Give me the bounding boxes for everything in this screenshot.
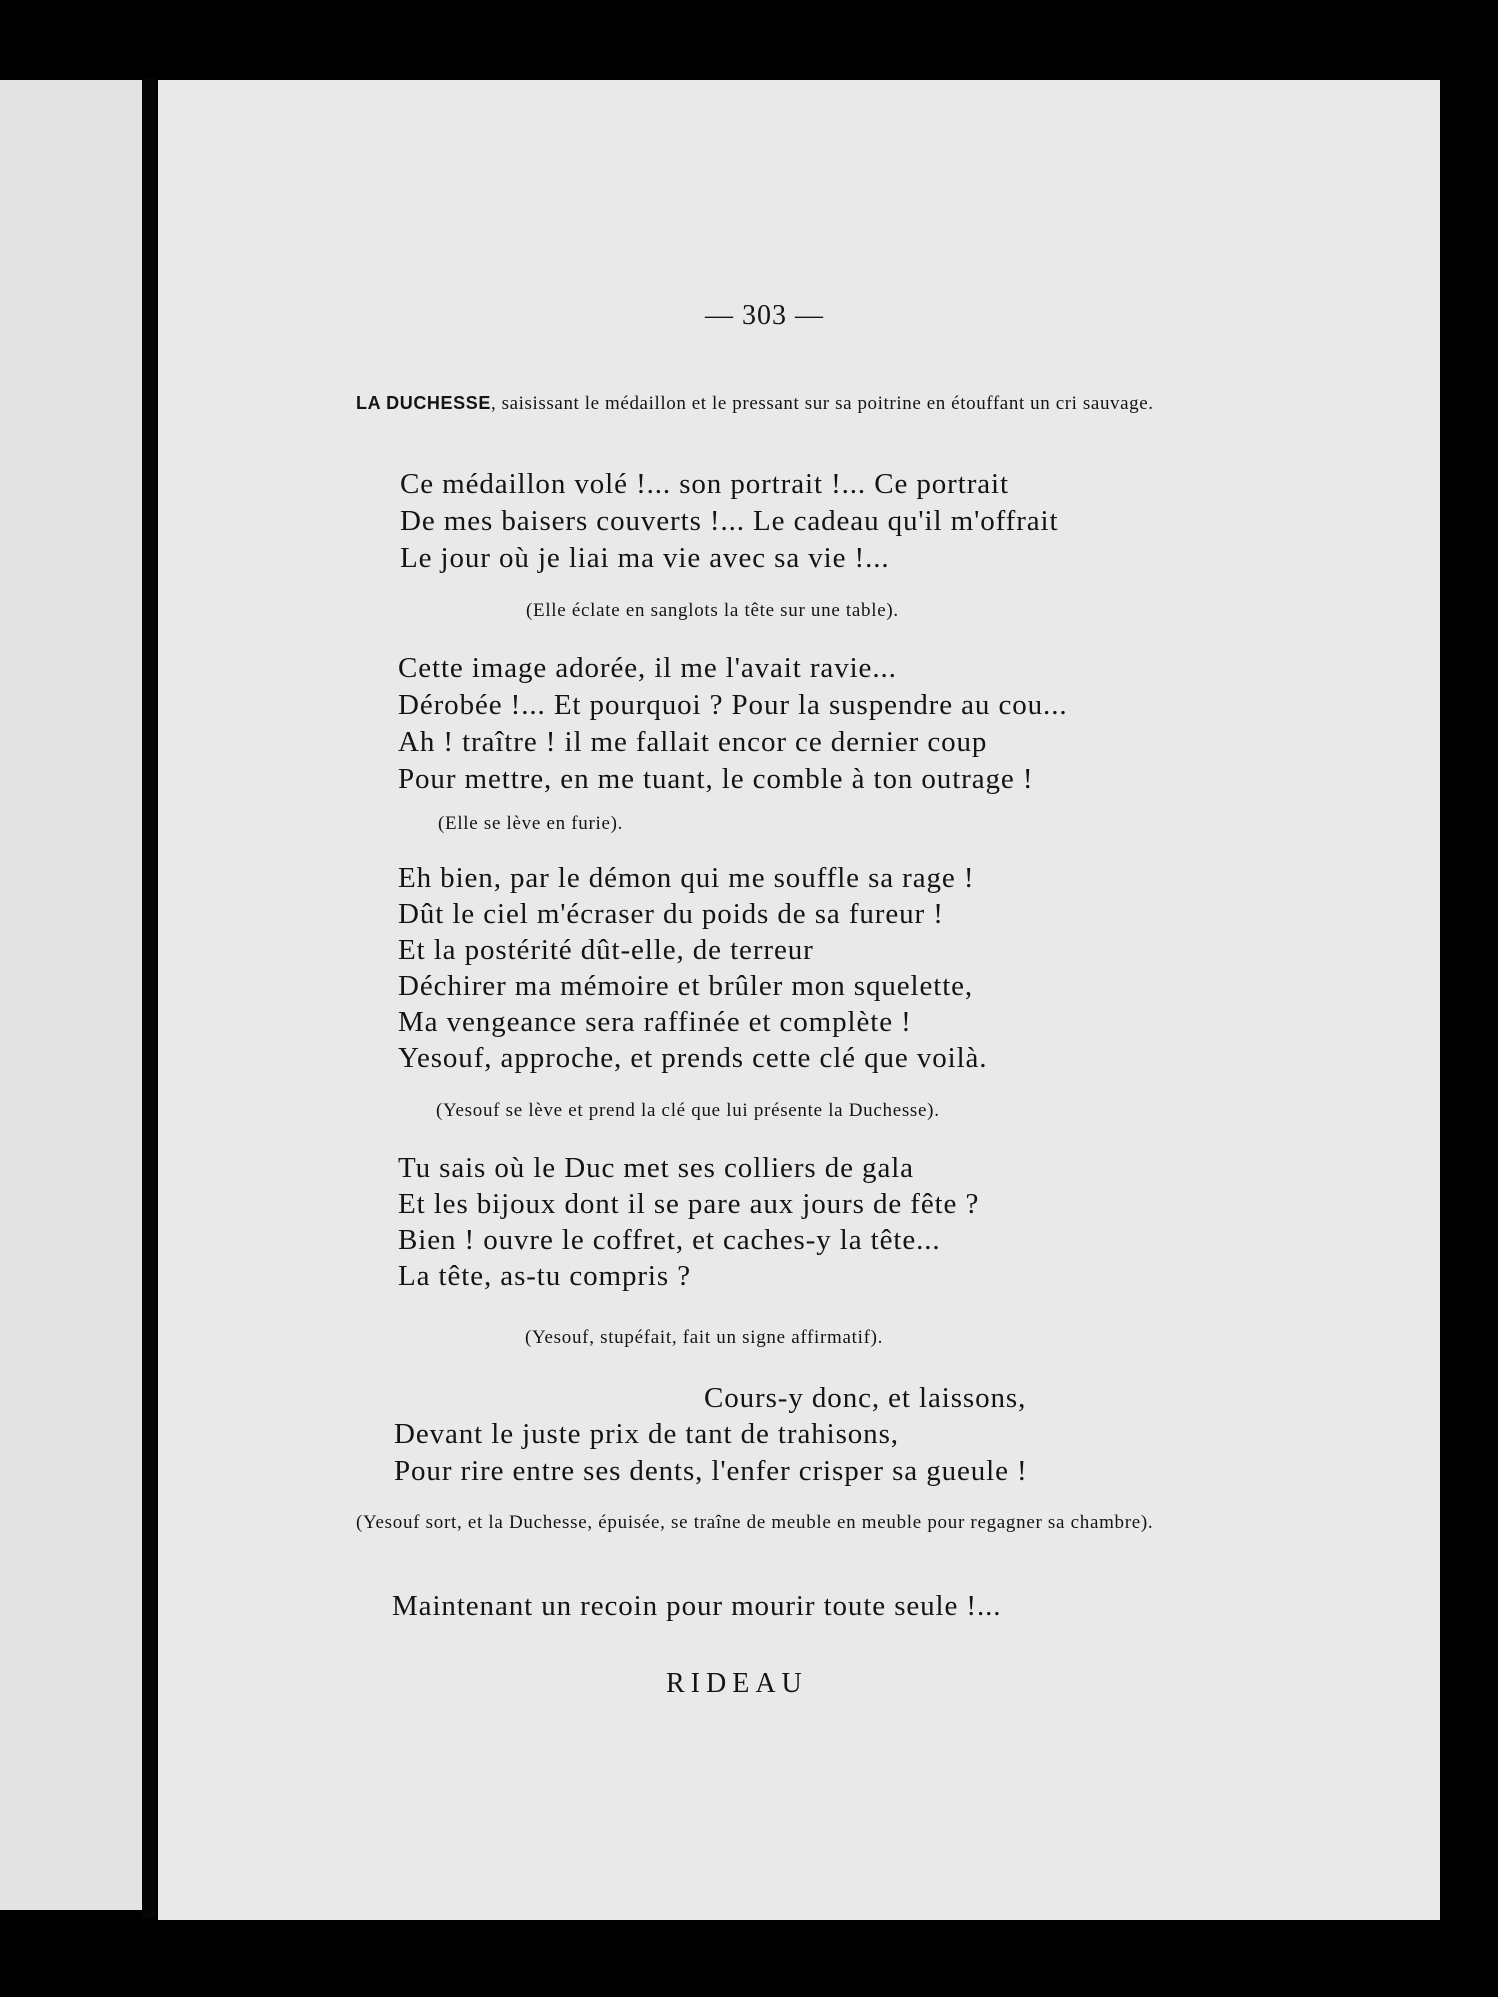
speaker-name: LA DUCHESSE	[356, 393, 491, 413]
verse-line: Dût le ciel m'écraser du poids de sa fureur !	[398, 898, 944, 930]
speaker-heading	[356, 390, 1166, 417]
verse-line: La tête, as-tu compris ?	[398, 1260, 691, 1292]
stage-direction: (Elle se lève en furie).	[438, 813, 624, 834]
verse-line: Dérobée !... Et pourquoi ? Pour la suspendre au cou...	[398, 689, 1068, 721]
verse-line: Devant le juste prix de tant de trahisons,	[394, 1418, 899, 1450]
verse-line: Yesouf, approche, et prends cette clé que voilà.	[398, 1042, 988, 1074]
stage-direction: (Yesouf, stupéfait, fait un signe affirmatif).	[525, 1327, 884, 1348]
verse-line: Eh bien, par le démon qui me souffle sa rage !	[398, 862, 975, 894]
page-number: — 303 —	[705, 300, 824, 331]
stage-direction: (Yesouf se lève et prend la clé que lui présente la Duchesse).	[436, 1100, 940, 1121]
verse-line: Cette image adorée, il me l'avait ravie...	[398, 652, 897, 684]
verse-line: Ma vengeance sera raffinée et complète !	[398, 1006, 912, 1038]
verse-line: Pour rire entre ses dents, l'enfer crisper sa gueule !	[394, 1455, 1028, 1487]
verse-line: Et les bijoux dont il se pare aux jours de fête ?	[398, 1188, 980, 1220]
speaker-direction: , saisissant le médaillon et le pressant sur sa poitrine en étouffant un cri sauvage.	[490, 393, 1154, 414]
page-gutter	[142, 78, 156, 1918]
verse-line: Bien ! ouvre le coffret, et caches-y la tête...	[398, 1224, 941, 1256]
verse-line: Tu sais où le Duc met ses colliers de gala	[398, 1152, 914, 1184]
curtain-heading: RIDEAU	[666, 1668, 808, 1699]
verse-line: Cours-y donc, et laissons,	[704, 1382, 1027, 1414]
verse-line: Le jour où je liai ma vie avec sa vie !...	[400, 542, 890, 574]
stage-direction: (Elle éclate en sanglots la tête sur une table).	[526, 600, 899, 621]
verse-line: Ce médaillon volé !... son portrait !... Ce portrait	[400, 468, 1009, 500]
verse-line: Maintenant un recoin pour mourir toute seule !...	[392, 1590, 1002, 1622]
verse-line: De mes baisers couverts !... Le cadeau qu'il m'offrait	[400, 505, 1059, 537]
verse-line: Pour mettre, en me tuant, le comble à ton outrage !	[398, 763, 1034, 795]
verse-line: Ah ! traître ! il me fallait encor ce dernier coup	[398, 726, 988, 758]
facing-page-edge	[0, 80, 142, 1910]
verse-line: Déchirer ma mémoire et brûler mon squelette,	[398, 970, 974, 1002]
verse-line: Et la postérité dût-elle, de terreur	[398, 934, 814, 966]
stage-direction: (Yesouf sort, et la Duchesse, épuisée, se traîne de meuble en meuble pour regagner sa chambre).	[356, 1512, 1154, 1533]
scan-border	[1440, 80, 1498, 1980]
